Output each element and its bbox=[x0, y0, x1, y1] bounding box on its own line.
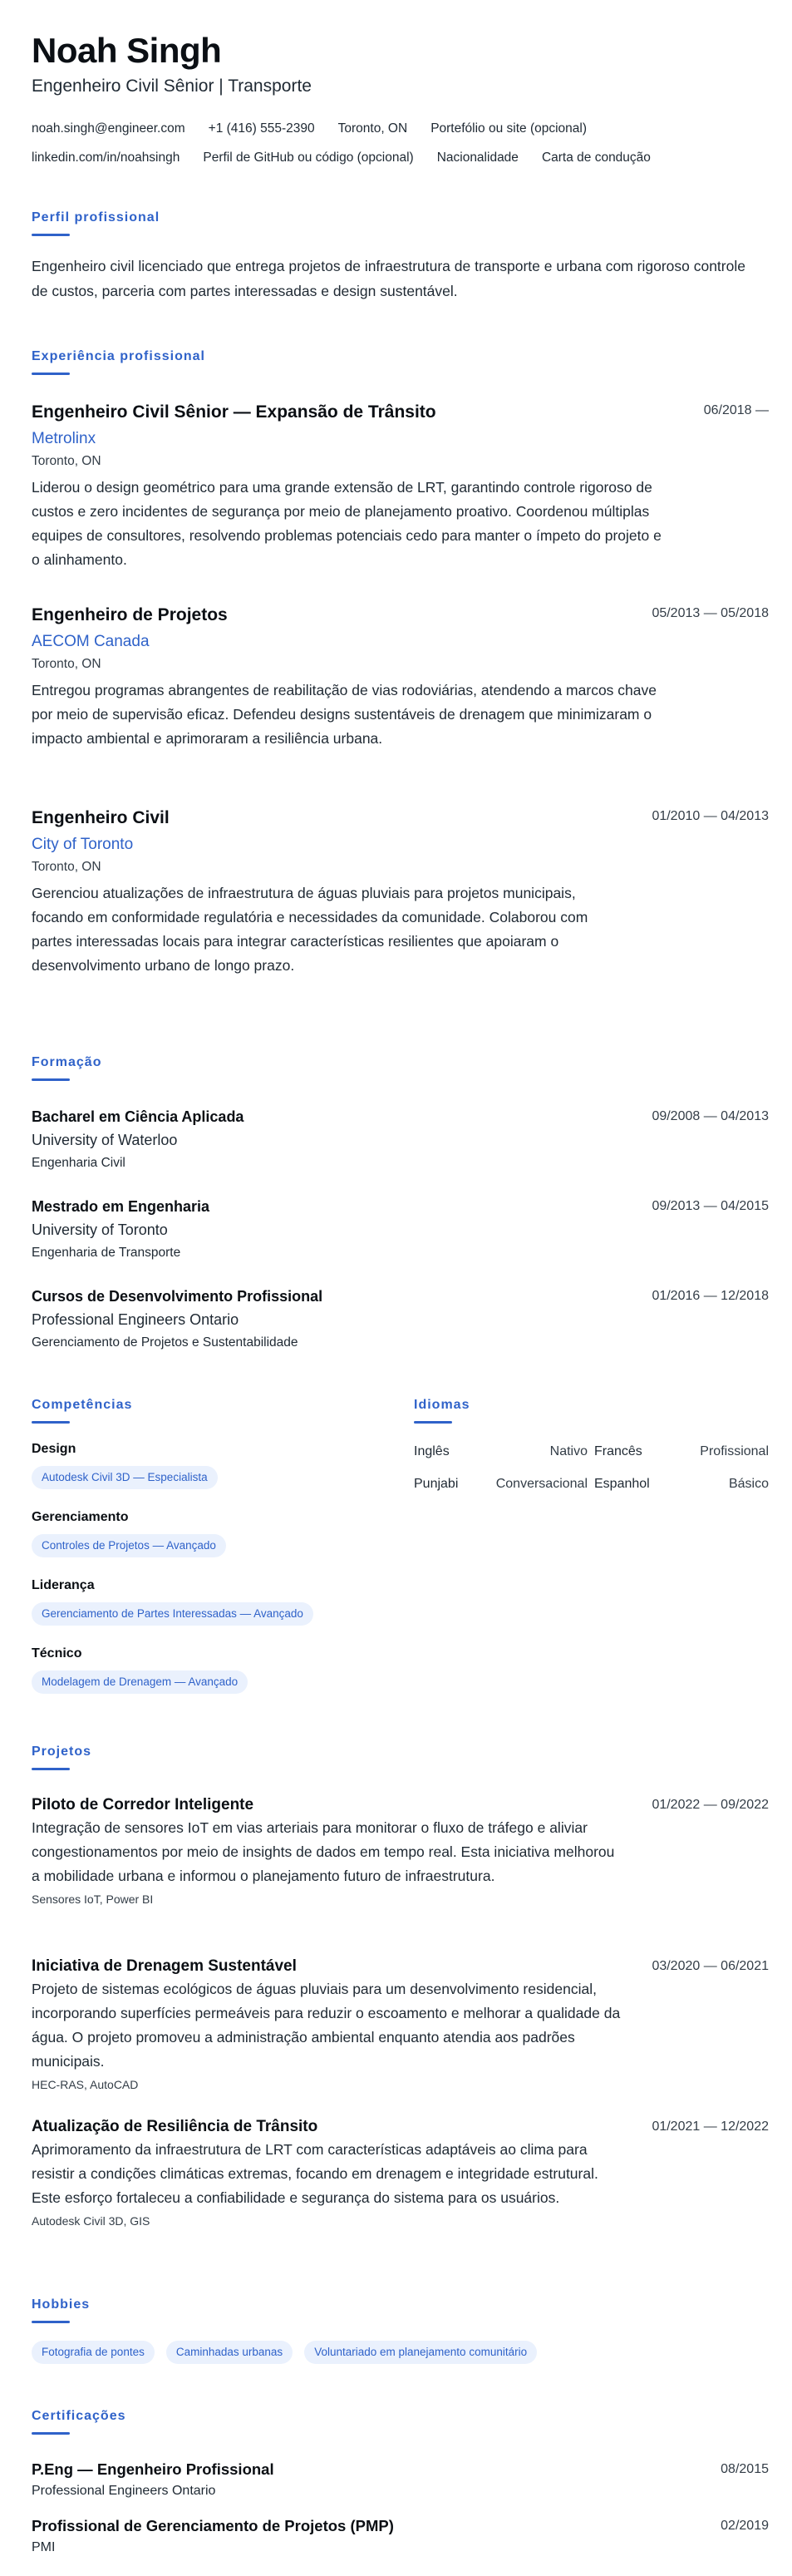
job-description: Entregou programas abrangentes de reabilitação de vias rodoviárias, atendendo a marcos chave por meio de supervisão eficaz. Defendeu designs sustentáveis de drenagem que minimizaram o impacto ambiental e aprimoraram a resiliência urbana. bbox=[32, 682, 657, 747]
job-location: Toronto, ON bbox=[32, 454, 101, 468]
profile-section-header bbox=[32, 210, 769, 236]
project-dates: 01/2021 — 12/2022 bbox=[652, 2120, 769, 2134]
section-title: Perfil profissional bbox=[32, 210, 160, 225]
education-section-header bbox=[32, 1054, 769, 1081]
languages-list bbox=[414, 1443, 769, 1493]
experience-item bbox=[32, 604, 769, 751]
skill-category: Design bbox=[32, 1442, 76, 1456]
language-level: Nativo bbox=[549, 1444, 588, 1458]
contact-linkedin[interactable]: linkedin.com/in/noahsingh bbox=[32, 151, 180, 165]
project-title: Piloto de Corredor Inteligente bbox=[32, 1796, 254, 1814]
candidate-name: Noah Singh bbox=[32, 31, 222, 70]
hobbies-section-header bbox=[32, 2297, 769, 2323]
experience-item bbox=[32, 401, 769, 572]
education-degree: Bacharel em Ciência Aplicada bbox=[32, 1108, 244, 1125]
section-title: Competências bbox=[32, 1398, 133, 1412]
skill-category: Gerenciamento bbox=[32, 1510, 129, 1524]
project-description: Integração de sensores IoT em vias arteriais para monitorar o fluxo de tráfego e aliviar congestionamentos por meio de insights de dados em tempo real. Esta iniciativa melhorou a mobilidade urbana e informou o planejamento futuro de infraestrutura. bbox=[32, 1819, 615, 1884]
languages-section-header bbox=[414, 1397, 763, 1424]
project-description: Aprimoramento da infraestrutura de LRT com características adaptáveis ao clima para resistir a condições climáticas extremas, focando em drenagem e integridade estrutural. Este esforço fortaleceu a confiabilidade e segurança do sistema para os usuários. bbox=[32, 2141, 598, 2206]
experience-section-header bbox=[32, 348, 769, 375]
project-title: Atualização de Resiliência de Trânsito bbox=[32, 2118, 318, 2135]
language-name: Francês bbox=[594, 1444, 642, 1458]
section-divider bbox=[32, 373, 70, 375]
skill-group bbox=[32, 1440, 397, 1508]
language-name: Espanhol bbox=[594, 1477, 650, 1491]
certification-date: 02/2019 bbox=[721, 2519, 769, 2533]
certification-issuer: PMI bbox=[32, 2540, 56, 2554]
job-company: City of Toronto bbox=[32, 836, 134, 853]
contact-driving-license: Carta de condução bbox=[541, 151, 651, 165]
hobbies-list bbox=[32, 2341, 769, 2364]
project-technologies: HEC-RAS, AutoCAD bbox=[32, 2078, 139, 2091]
job-company: AECOM Canada bbox=[32, 633, 150, 650]
project-technologies: Autodesk Civil 3D, GIS bbox=[32, 2214, 150, 2228]
job-location: Toronto, ON bbox=[32, 657, 101, 671]
certification-title: P.Eng — Engenheiro Profissional bbox=[32, 2460, 274, 2478]
project-description: Projeto de sistemas ecológicos de águas pluviais para um desenvolvimento residencial, incorporando superfícies permeáveis para reduzir o escoamento e melhorar a qualidade da água. O projeto promoveu a administração ambiental enquanto atendia aos padrões municipais. bbox=[32, 1981, 621, 2070]
project-item bbox=[32, 1956, 769, 2093]
experience-item bbox=[32, 807, 769, 978]
project-item bbox=[32, 1794, 769, 1907]
job-title: Engenheiro de Projetos bbox=[32, 605, 228, 624]
candidate-role: Engenheiro Civil Sênior | Transporte bbox=[32, 76, 312, 96]
contact-nationality: Nacionalidade bbox=[436, 151, 519, 165]
profile-summary: Engenheiro civil licenciado que entrega projetos de infraestrutura de transporte e urbana com rigoroso controle de custos, parceria com partes interessadas e design sustentável. bbox=[32, 258, 745, 299]
job-location: Toronto, ON bbox=[32, 860, 101, 874]
section-title: Formação bbox=[32, 1055, 102, 1069]
contact-row-2 bbox=[32, 149, 769, 167]
section-divider bbox=[414, 1421, 452, 1424]
certification-title: Profissional de Gerenciamento de Projetos (PMP) bbox=[32, 2517, 394, 2534]
section-title: Hobbies bbox=[32, 2297, 91, 2312]
education-school: University of Toronto bbox=[32, 1221, 168, 1238]
education-school: Professional Engineers Ontario bbox=[32, 1311, 239, 1328]
section-title: Idiomas bbox=[414, 1398, 470, 1412]
education-item bbox=[32, 1286, 769, 1352]
education-item bbox=[32, 1196, 769, 1262]
education-dates: 09/2008 — 04/2013 bbox=[652, 1109, 769, 1123]
resume-header bbox=[32, 30, 769, 98]
contact-portfolio[interactable]: Portefólio ou site (opcional) bbox=[430, 121, 588, 136]
language-name: Punjabi bbox=[414, 1477, 459, 1491]
job-dates: 06/2018 — bbox=[703, 403, 769, 417]
section-divider bbox=[32, 2321, 70, 2323]
section-divider bbox=[32, 234, 70, 236]
job-dates: 01/2010 — 04/2013 bbox=[652, 809, 769, 823]
skill-chip: Autodesk Civil 3D — Especialista bbox=[32, 1466, 218, 1489]
contact-row-1 bbox=[32, 120, 769, 138]
project-item bbox=[32, 2116, 769, 2229]
section-divider bbox=[32, 2432, 70, 2435]
job-description: Gerenciou atualizações de infraestrutura de águas pluviais para projetos municipais, focando em conformidade regulatória e necessidades da comunidade. Colaborou com partes interessadas locais para integrar características resilientes que apoiaram o desenvolvimento urbano de longo prazo. bbox=[32, 885, 588, 974]
section-title: Projetos bbox=[32, 1744, 92, 1759]
hobby-chip: Caminhadas urbanas bbox=[166, 2341, 293, 2364]
education-dates: 09/2013 — 04/2015 bbox=[652, 1199, 769, 1213]
certifications-section-header bbox=[32, 2408, 769, 2435]
job-title: Engenheiro Civil bbox=[32, 808, 170, 827]
education-degree: Cursos de Desenvolvimento Profissional bbox=[32, 1288, 323, 1305]
skill-chip: Gerenciamento de Partes Interessadas — Avançado bbox=[32, 1602, 313, 1626]
contact-location: Toronto, ON bbox=[337, 121, 408, 136]
section-title: Experiência profissional bbox=[32, 349, 205, 363]
project-technologies: Sensores IoT, Power BI bbox=[32, 1893, 154, 1906]
contact-phone[interactable]: +1 (416) 555-2390 bbox=[208, 121, 315, 136]
skill-chip: Modelagem de Drenagem — Avançado bbox=[32, 1670, 248, 1694]
skill-group bbox=[32, 1577, 397, 1645]
education-field: Engenharia Civil bbox=[32, 1156, 125, 1170]
project-title: Iniciativa de Drenagem Sustentável bbox=[32, 1957, 297, 1975]
education-degree: Mestrado em Engenharia bbox=[32, 1198, 210, 1215]
education-school: University of Waterloo bbox=[32, 1132, 178, 1148]
contact-email[interactable]: noah.singh@engineer.com bbox=[32, 121, 185, 136]
section-divider bbox=[32, 1421, 70, 1424]
education-dates: 01/2016 — 12/2018 bbox=[652, 1289, 769, 1303]
job-dates: 05/2013 — 05/2018 bbox=[652, 606, 769, 620]
language-level: Conversacional bbox=[495, 1477, 588, 1491]
language-level: Básico bbox=[728, 1477, 769, 1491]
section-title: Certificações bbox=[32, 2409, 126, 2423]
projects-section-header bbox=[32, 1744, 769, 1770]
certification-item bbox=[32, 2515, 769, 2557]
section-divider bbox=[32, 1078, 70, 1081]
skills-section-header bbox=[32, 1397, 364, 1424]
skills-list bbox=[32, 1440, 397, 1713]
skill-category: Técnico bbox=[32, 1646, 82, 1661]
skill-group bbox=[32, 1645, 397, 1713]
contact-github[interactable]: Perfil de GitHub ou código (opcional) bbox=[203, 151, 414, 165]
project-dates: 03/2020 — 06/2021 bbox=[652, 1959, 769, 1973]
job-company: Metrolinx bbox=[32, 430, 96, 447]
education-field: Engenharia de Transporte bbox=[32, 1246, 181, 1260]
certification-item bbox=[32, 2459, 769, 2500]
certification-issuer: Professional Engineers Ontario bbox=[32, 2484, 216, 2498]
language-name: Inglês bbox=[414, 1444, 450, 1458]
language-level: Profissional bbox=[700, 1444, 769, 1458]
education-item bbox=[32, 1106, 769, 1172]
job-title: Engenheiro Civil Sênior — Expansão de Trânsito bbox=[32, 402, 436, 422]
skill-chip: Controles de Projetos — Avançado bbox=[32, 1534, 226, 1557]
skill-category: Liderança bbox=[32, 1578, 95, 1592]
job-description: Liderou o design geométrico para uma grande extensão de LRT, garantindo controle rigoroso de custos e zero incidentes de segurança por meio de planejamento proativo. Coordenou múltiplas equipes de consultores, resolvendo problemas potenciais cedo para manter o ímpeto do projeto e o alinhamento. bbox=[32, 479, 662, 568]
skill-group bbox=[32, 1508, 397, 1577]
certification-date: 08/2015 bbox=[721, 2462, 769, 2476]
education-field: Gerenciamento de Projetos e Sustentabilidade bbox=[32, 1335, 298, 1350]
hobby-chip: Voluntariado em planejamento comunitário bbox=[304, 2341, 537, 2364]
hobby-chip: Fotografia de pontes bbox=[32, 2341, 155, 2364]
section-divider bbox=[32, 1768, 70, 1770]
project-dates: 01/2022 — 09/2022 bbox=[652, 1798, 769, 1812]
